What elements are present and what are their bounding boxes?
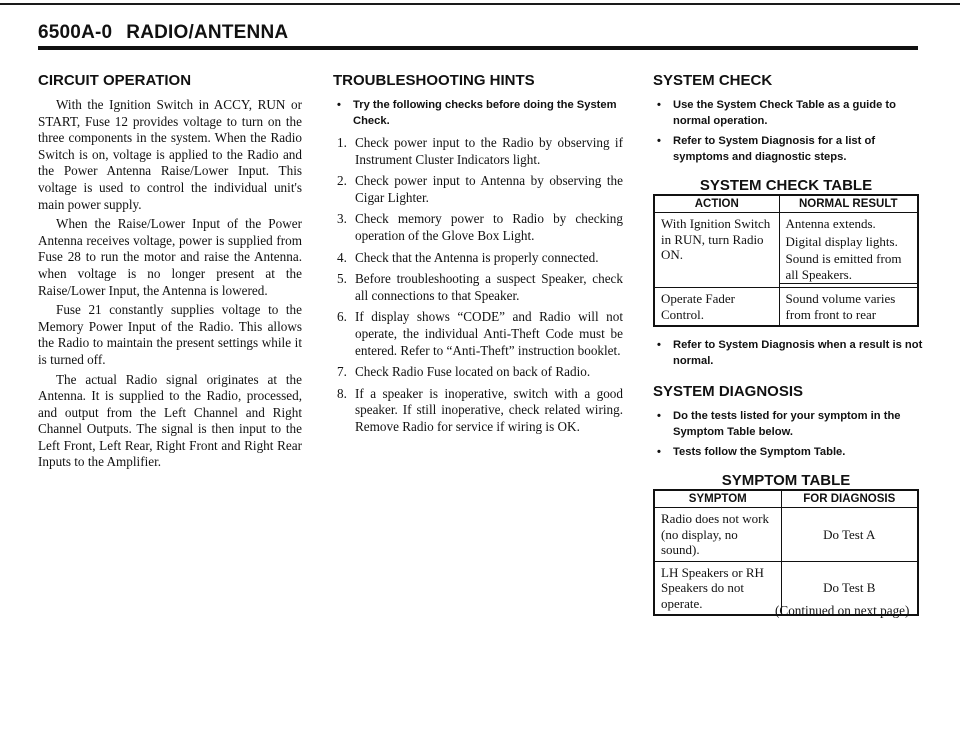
troubleshooting-column: [333, 72, 623, 441]
system-diagnosis-bullet: • Do the tests listed for your symptom in the Symptom Table below.: [657, 410, 901, 438]
troubleshooting-intro: • Try the following checks before doing the System Check.: [337, 99, 617, 127]
step-item: 5. Before troubleshooting a suspect Speaker, check all connections to that Speaker.: [337, 271, 623, 303]
table-header: SYMPTOM: [654, 490, 781, 508]
table-header: FOR DIAGNOSIS: [781, 490, 918, 508]
table-header: ACTION: [654, 195, 779, 213]
step-item: 2. Check power input to Antenna by observing the Cigar Lighter.: [337, 173, 623, 205]
troubleshooting-steps: [333, 135, 623, 436]
circuit-paragraph: The actual Radio signal originates at the Antenna. It is supplied to the Radio, processed, and output from the Left Channel and Right Channel Outputs. The signal is then input to the Left Front, Left Rear, Right Front and Right Rear Inputs to the Amplifier.: [38, 371, 302, 470]
table-header: NORMAL RESULT: [779, 195, 918, 213]
result-cell: Antenna extends. Digital display lights. Sound is emitted from all Speakers.: [779, 213, 918, 288]
table-row: [654, 288, 918, 327]
system-check-bullet: • Refer to System Diagnosis for a list of symptoms and diagnostic steps.: [657, 135, 876, 163]
symptom-table: [653, 489, 919, 616]
circuit-operation-heading: CIRCUIT OPERATION: [38, 72, 192, 89]
step-item: 1. Check power input to the Radio by observing if Instrument Cluster Indicators light.: [337, 135, 623, 167]
circuit-paragraph: When the Raise/Lower Input of the Power Antenna receives voltage, power is supplied from Fuse 28 to run the motor and raise the Antenna. when voltage is no longer present at the Raise/Lower Input, the Antenna is lowered.: [38, 216, 302, 298]
circuit-operation-column: [38, 72, 302, 474]
step-item: 4. Check that the Antenna is properly connected.: [337, 249, 599, 265]
step-item: 3. Check memory power to Radio by checking operation of the Glove Box Light.: [337, 211, 623, 243]
action-cell: Operate Fader Control.: [654, 288, 779, 327]
system-check-table: [653, 194, 919, 327]
circuit-paragraph: With the Ignition Switch in ACCY, RUN or START, Fuse 12 provides voltage to turn on the three components in the system. When the Radio Switch is on, voltage is applied to the Radio and the Power Antenna Raise/Lower Input. This voltage is used to control the individual unit's main power supply.: [38, 97, 302, 212]
step-item: 8. If a speaker is inoperative, switch with a good speaker. If still inoperative, check related wiring. Remove Radio for service if wiring is OK.: [337, 385, 623, 434]
symptom-cell: LH Speakers or RH Speakers do not operate.: [654, 561, 781, 615]
diagnosis-cell: Do Test A: [781, 508, 918, 562]
continued-note: (Continued on next page): [775, 603, 910, 618]
system-column: [653, 72, 923, 616]
table-row: [654, 508, 918, 562]
page-header: [38, 22, 288, 44]
result-cell: Sound volume varies from front to rear: [779, 288, 918, 327]
table-row: [654, 213, 918, 288]
header-rule: [38, 46, 918, 50]
troubleshooting-heading: TROUBLESHOOTING HINTS: [333, 72, 535, 89]
step-item: 7. Check Radio Fuse located on back of Radio.: [337, 364, 591, 380]
system-check-bullet: • Use the System Check Table as a guide to normal operation.: [657, 99, 896, 127]
diagnosis-cell: Do Test B: [781, 561, 918, 615]
section-code: 6500A-0: [38, 22, 113, 43]
symptom-table-title: SYMPTOM TABLE: [721, 472, 851, 489]
system-diagnosis-bullet: • Tests follow the Symptom Table.: [657, 446, 846, 458]
system-diagnosis-heading: SYSTEM DIAGNOSIS: [653, 383, 804, 400]
top-rule: [0, 3, 960, 5]
symptom-cell: Radio does not work (no display, no sound).: [654, 508, 781, 562]
section-title: RADIO/ANTENNA: [126, 22, 289, 43]
system-check-heading: SYSTEM CHECK: [653, 72, 773, 89]
system-check-note: • Refer to System Diagnosis when a result is not normal.: [657, 339, 923, 367]
system-check-table-title: SYSTEM CHECK TABLE: [699, 177, 873, 194]
step-item: 6. If display shows “CODE” and Radio will not operate, the individual Anti-Theft Code must be entered. Refer to “Anti-Theft” instruction booklet.: [337, 309, 623, 358]
action-cell: With Ignition Switch in RUN, turn Radio ON.: [654, 213, 779, 288]
circuit-paragraph: Fuse 21 constantly supplies voltage to the Memory Power Input of the Radio. This allows the Radio to maintain the present settings while it is turned off.: [38, 302, 302, 367]
